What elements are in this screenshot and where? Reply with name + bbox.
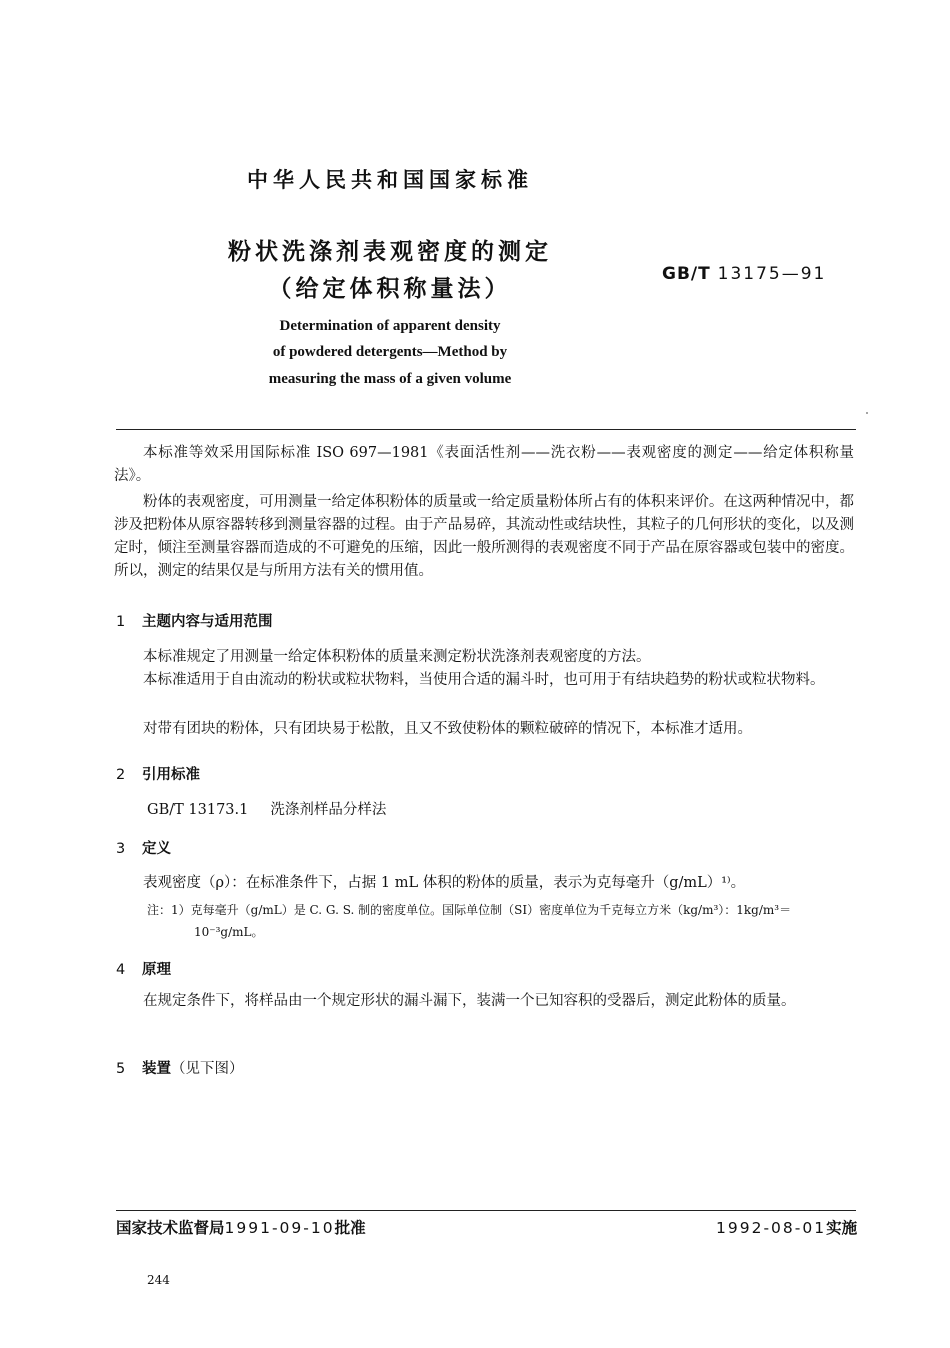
reference-title: 洗涤剂样品分样法	[270, 802, 387, 818]
section-title: 装置	[142, 1061, 171, 1077]
effective-date: 1992-08-01	[716, 1219, 827, 1237]
issuer: 国家技术监督局	[116, 1219, 225, 1237]
section-1-paragraph-2: 本标准适用于自由流动的粉状或粒状物料，当使用合适的漏斗时，也可用于有结块趋势的粉状或粒状物料。	[143, 672, 825, 688]
section-number: 3	[116, 841, 126, 857]
section-1-paragraph-1: 本标准规定了用测量一给定体积粉体的质量来测定粉状洗涤剂表观密度的方法。	[143, 649, 651, 665]
standard-code	[662, 264, 826, 284]
page-number: 244	[147, 1273, 170, 1287]
effective-line	[716, 1216, 857, 1238]
footnote-line-2: 10⁻³g/mL。	[194, 925, 264, 939]
english-title-line-2: of powdered detergents—Method by	[272, 344, 508, 360]
english-title-line-1: Determination of apparent density	[279, 318, 501, 334]
reference-code: GB/T 13173.1	[147, 802, 249, 818]
section-number: 2	[116, 767, 126, 783]
standard-code-prefix: GB/T	[662, 264, 711, 284]
document-subtitle: （给定体积称量法）	[268, 276, 512, 302]
section-title: 原理	[142, 962, 171, 978]
section-title: 定义	[142, 841, 171, 857]
approval-date: 1991-09-10	[224, 1219, 335, 1237]
section-title: 引用标准	[142, 767, 200, 783]
footnote-line-1: 注：1）克每毫升（g/mL）是 C. G. S. 制的密度单位。国际单位制（SI）密度单位为千克每立方米（kg/m³）：1kg/m³＝	[147, 903, 792, 917]
section-1-heading	[116, 610, 273, 631]
intro-paragraph-1: 本标准等效采用国际标准 ISO 697—1981《表面活性剂——洗衣粉——表观密度的测定——给定体积称量法》。	[114, 445, 854, 484]
effective-word: 实施	[826, 1219, 858, 1237]
standard-code-number: 13175—91	[717, 264, 827, 284]
scan-speck	[866, 412, 868, 414]
section-4-heading	[116, 958, 171, 979]
definition-paragraph: 表观密度（ρ）：在标准条件下，占据 1 mL 体积的粉体的质量，表示为克每毫升（g/mL）¹⁾。	[143, 875, 746, 891]
section-2-heading	[116, 763, 200, 784]
intro-paragraph-2: 粉体的表观密度，可用测量一给定体积粉体的质量或一给定质量粉体所占有的体积来评价。在这两种情况中，都涉及把粉体从原容器转移到测量容器的过程。由于产品易碎，其流动性或结块性，其粒子的几何形状的变化，以及测定时，倾注至测量容器而造成的不可避免的压缩，因此一般所测得的表观密度不同于产品在原容器或包装中的密度。所以，测定的结果仅是与所用方法有关的惯用值。	[114, 494, 854, 579]
section-1-paragraph-3: 对带有团块的粉体，只有团块易于松散，且又不致使粉体的颗粒破碎的情况下，本标准才适用。	[143, 721, 752, 737]
section-title-suffix: （见下图）	[171, 1061, 244, 1077]
section-3-heading	[116, 837, 171, 858]
section-number: 1	[116, 614, 126, 630]
normative-reference	[147, 798, 386, 819]
section-number: 4	[116, 962, 126, 978]
national-standard-heading: 中华人民共和国国家标准	[247, 168, 533, 192]
principle-paragraph: 在规定条件下，将样品由一个规定形状的漏斗漏下，装满一个已知容积的受器后，测定此粉体的质量。	[143, 993, 796, 1009]
footer-divider	[116, 1210, 856, 1211]
section-number: 5	[116, 1061, 126, 1077]
header-divider	[116, 429, 856, 430]
english-title-line-3: measuring the mass of a given volume	[268, 371, 512, 387]
section-title: 主题内容与适用范围	[142, 614, 273, 630]
section-5-heading	[116, 1057, 244, 1078]
approval-word: 批准	[334, 1219, 366, 1237]
document-title: 粉状洗涤剂表观密度的测定	[228, 239, 552, 265]
approval-line	[116, 1216, 366, 1238]
